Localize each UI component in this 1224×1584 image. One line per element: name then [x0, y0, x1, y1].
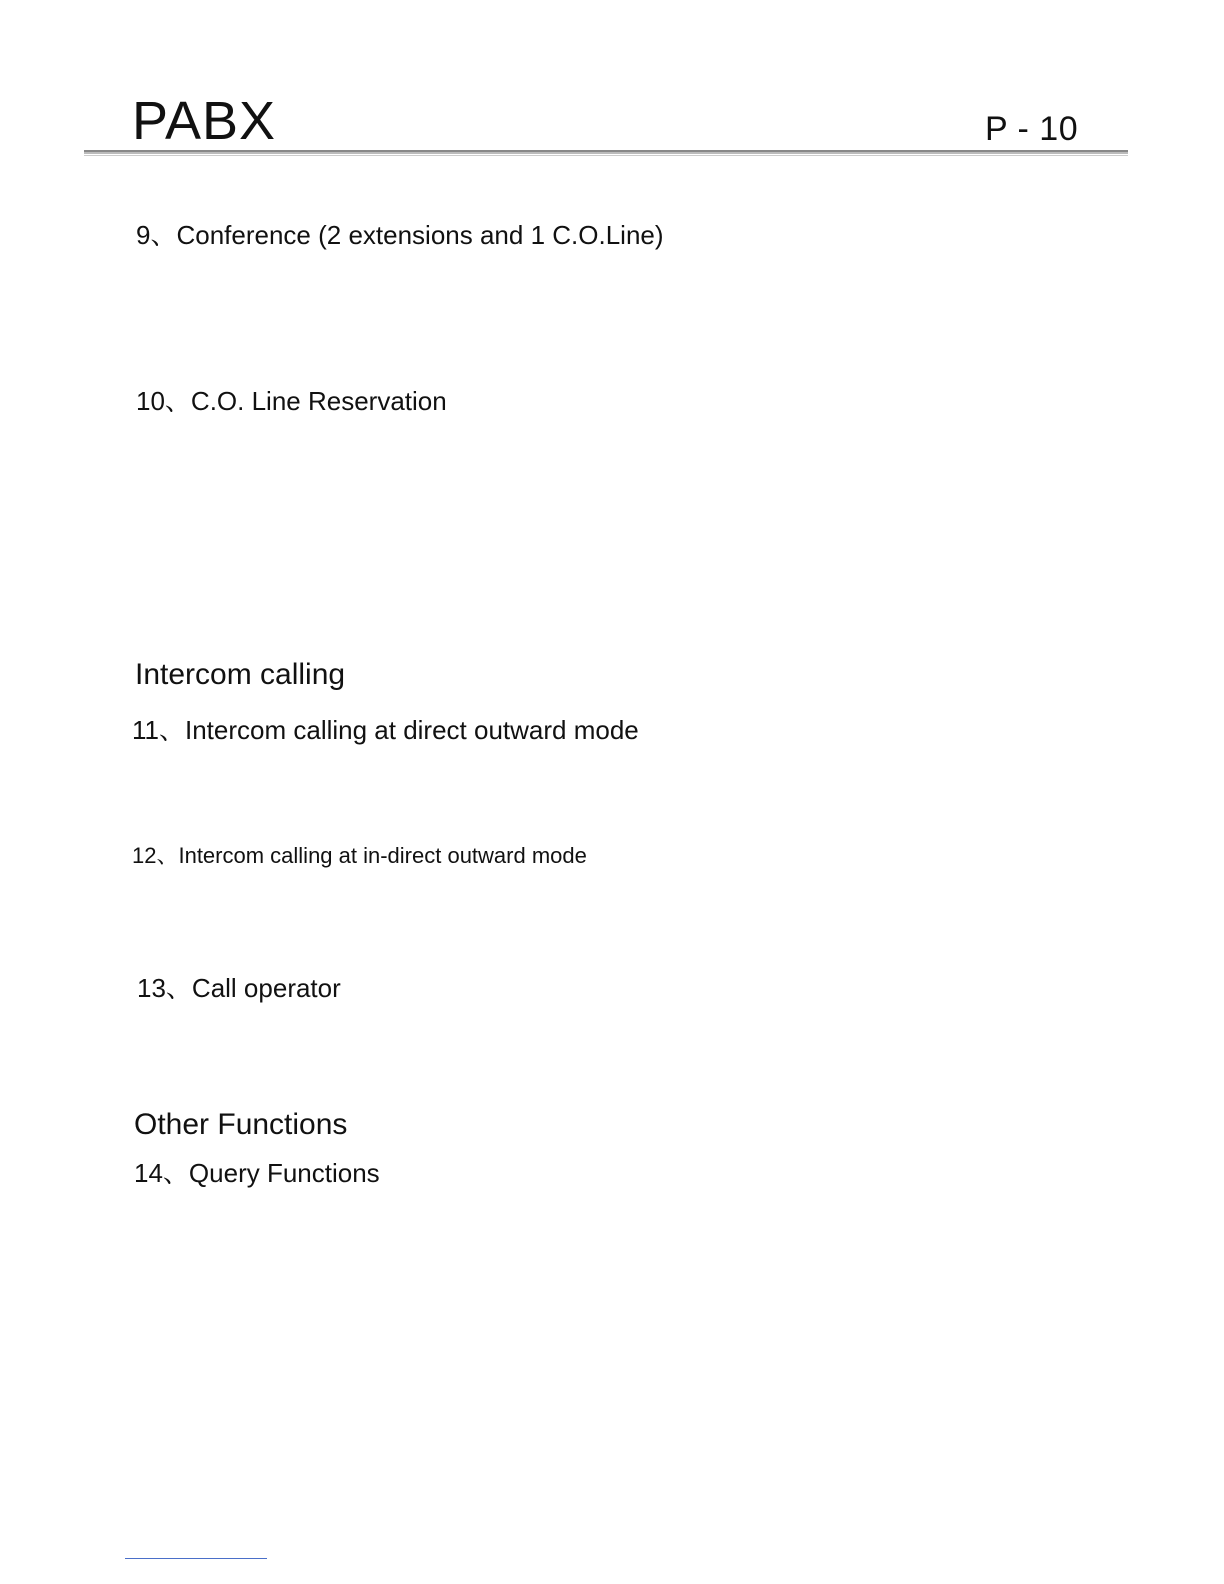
section-heading-other-functions: Other Functions — [134, 1108, 348, 1141]
page-number: P - 10 — [985, 110, 1079, 148]
header-divider-secondary — [84, 155, 1128, 156]
footer-divider — [125, 1558, 267, 1559]
section-heading-intercom: Intercom calling — [135, 658, 346, 691]
header-divider — [84, 150, 1128, 154]
item-conference-heading: 9、Conference (2 extensions and 1 C.O.Line) — [136, 220, 664, 250]
item-intercom-direct-heading: 11、Intercom calling at direct outward mode — [132, 715, 639, 745]
brand-title: PABX — [132, 91, 277, 151]
item-co-line-reservation-heading: 10、C.O. Line Reservation — [136, 386, 447, 416]
item-query-functions-heading: 14、Query Functions — [134, 1158, 380, 1188]
item-call-operator-heading: 13、Call operator — [137, 973, 341, 1003]
item-intercom-indirect-heading: 12、Intercom calling at in-direct outward mode — [132, 843, 587, 868]
